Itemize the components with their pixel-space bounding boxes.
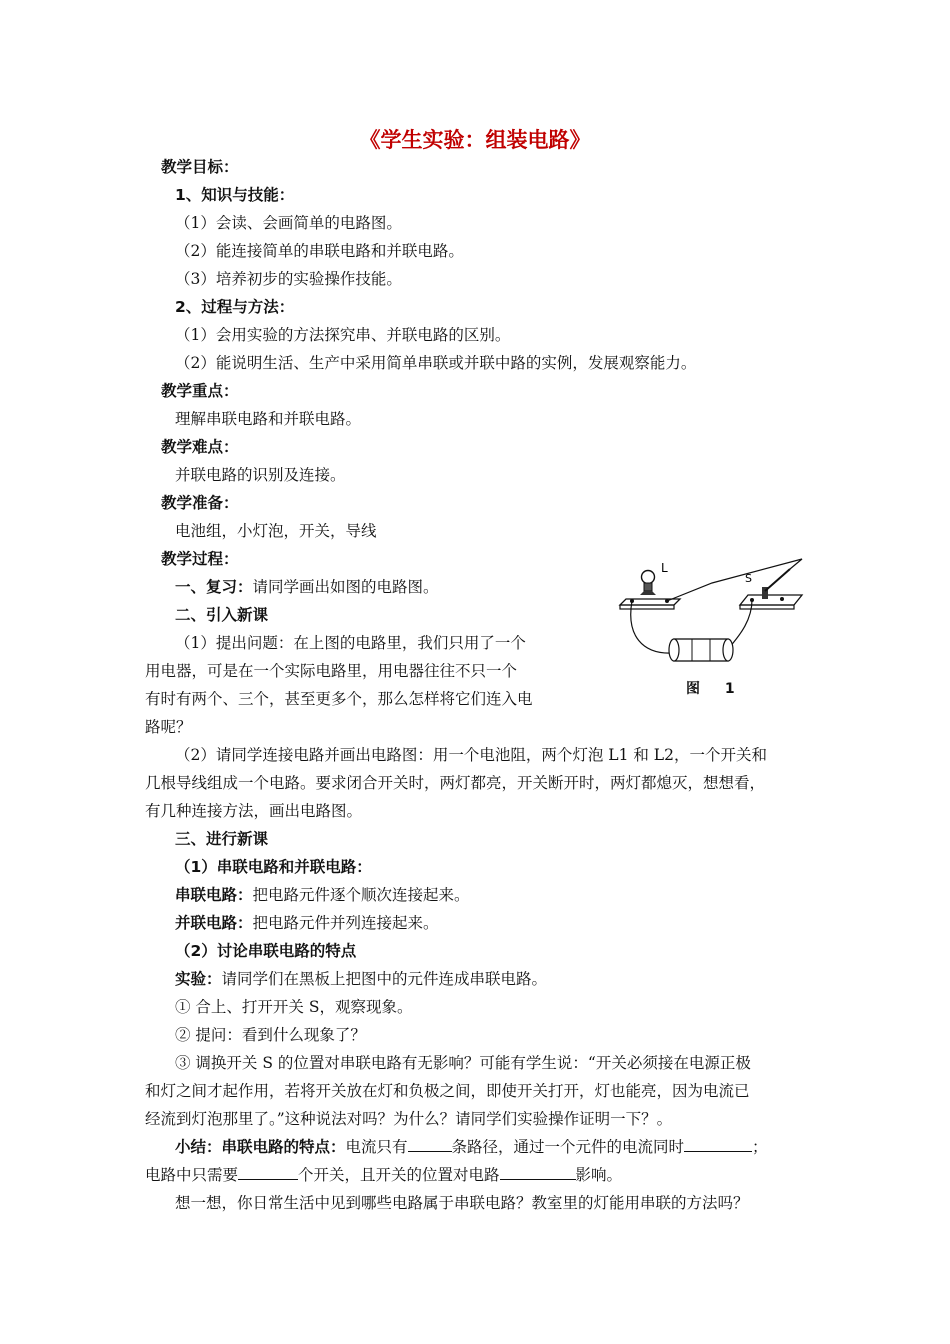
blank-4[interactable]	[500, 1165, 576, 1180]
difficulty-text: 并联电路的识别及连接。	[175, 466, 346, 484]
section1-heading: （1）串联电路和并联电路：	[175, 858, 372, 876]
think-question: 想一想，你日常生活中见到哪些电路属于串联电路？教室里的灯能用串联的方法吗？	[175, 1194, 749, 1212]
section2-heading: （2）讨论串联电路的特点	[175, 942, 357, 960]
battery-end-left	[669, 639, 679, 661]
switch-terminal-right	[780, 597, 784, 601]
step-3-line3: 经流到灯泡那里了。”这种说法对吗？为什么？请同学们实验操作证明一下？。	[145, 1110, 673, 1128]
figure-caption: 图 1	[686, 681, 745, 697]
preparation-text: 电池组，小灯泡，开关，导线	[175, 522, 377, 540]
difficulty-heading: 教学难点：	[161, 438, 239, 456]
review-line	[175, 577, 439, 597]
document-title: 《学生实验：组装电路》	[359, 128, 591, 152]
series-definition	[175, 885, 470, 905]
lamp-holder	[640, 591, 656, 595]
blank-3[interactable]	[238, 1165, 298, 1180]
knowledge-item-2: （2）能连接简单的串联电路和并联电路。	[175, 242, 464, 260]
question1-line2: 用电器，可是在一个实际电路里，用电器往往不只一个	[145, 662, 518, 680]
experiment-text: 请同学们在黑板上把图中的元件连成串联电路。	[221, 970, 548, 988]
summary-text-d: 电路中只需要	[145, 1166, 239, 1184]
process-method-heading: 2、过程与方法：	[175, 298, 295, 316]
process-item-2: （2）能说明生活、生产中采用简单串联或并联中路的实例，发展观察能力。	[175, 354, 697, 372]
switch-base-board	[740, 595, 802, 605]
lamp-bulb	[642, 571, 655, 584]
experiment-line	[175, 969, 547, 989]
summary-text-a: 电流只有	[345, 1138, 408, 1156]
new-lesson-heading: 三、进行新课	[175, 830, 269, 848]
preparation-heading: 教学准备：	[161, 494, 239, 512]
knowledge-heading: 1、知识与技能：	[175, 186, 295, 204]
parallel-text: 把电路元件并列连接起来。	[252, 914, 439, 932]
objectives-heading: 教学目标：	[161, 158, 239, 176]
step-3-line2: 和灯之间才起作用，若将开关放在灯和负极之间，即使开关打开，灯也能亮，因为电流已	[145, 1082, 750, 1100]
switch-label: S	[745, 572, 752, 585]
summary-text-e: 个开关，且开关的位置对电路	[298, 1166, 500, 1184]
teaching-process-heading: 教学过程：	[161, 550, 239, 568]
process-item-1: （1）会用实验的方法探究串、并联电路的区别。	[175, 326, 511, 344]
step-1: ① 合上、打开开关 S，观察现象。	[175, 998, 413, 1016]
knowledge-item-3: （3）培养初步的实验操作技能。	[175, 270, 402, 288]
step-2: ② 提问：看到什么现象了？	[175, 1026, 366, 1044]
question2-line3: 有几种连接方法，画出电路图。	[145, 802, 363, 820]
lamp-socket	[644, 583, 652, 591]
battery-pack	[674, 639, 728, 661]
lamp-label: L	[661, 561, 668, 575]
knowledge-item-1: （1）会读、会画简单的电路图。	[175, 214, 402, 232]
question2-line1: （2）请同学连接电路并画出电路图：用一个电池阻，两个灯泡 L1 和 L2，一个开关和	[175, 746, 767, 764]
switch-blade	[765, 569, 790, 591]
summary-label: 小结：串联电路的特点：	[175, 1138, 346, 1156]
intro-heading: 二、引入新课	[175, 606, 269, 624]
wire-switch-to-battery	[730, 600, 752, 647]
review-label: 一、复习：	[175, 578, 253, 596]
experiment-label: 实验：	[175, 970, 222, 988]
question2-line2: 几根导线组成一个电路。要求闭合开关时，两灯都亮，开关断开时，两灯都熄灭，想想看，	[145, 774, 766, 792]
summary-line2	[145, 1165, 622, 1185]
question1-line1: （1）提出问题：在上图的电路里，我们只用了一个	[175, 634, 526, 652]
review-text: 请同学画出如图的电路图。	[252, 578, 439, 596]
summary-text-c: ；	[752, 1138, 768, 1156]
parallel-label: 并联电路：	[175, 914, 253, 932]
question1-line4: 路呢？	[145, 718, 192, 736]
blank-1[interactable]	[408, 1137, 452, 1152]
lamp-base-edge	[620, 605, 674, 609]
series-label: 串联电路：	[175, 886, 253, 904]
blank-2[interactable]	[684, 1137, 752, 1152]
summary-text-f: 影响。	[575, 1166, 623, 1184]
question1-line3: 有时有两个、三个，甚至更多个，那么怎样将它们连入电	[145, 690, 533, 708]
series-text: 把电路元件逐个顺次连接起来。	[252, 886, 470, 904]
key-point-heading: 教学重点：	[161, 382, 239, 400]
summary-line1	[175, 1137, 768, 1157]
key-point-text: 理解串联电路和并联电路。	[175, 410, 362, 428]
summary-text-b: 条路径，通过一个元件的电流同时	[451, 1138, 685, 1156]
battery-end-right	[723, 639, 733, 661]
step-3-line1: ③ 调换开关 S 的位置对串联电路有无影响？可能有学生说：“开关必须接在电源正极	[175, 1054, 751, 1072]
switch-base-edge	[740, 605, 794, 609]
parallel-definition	[175, 913, 439, 933]
